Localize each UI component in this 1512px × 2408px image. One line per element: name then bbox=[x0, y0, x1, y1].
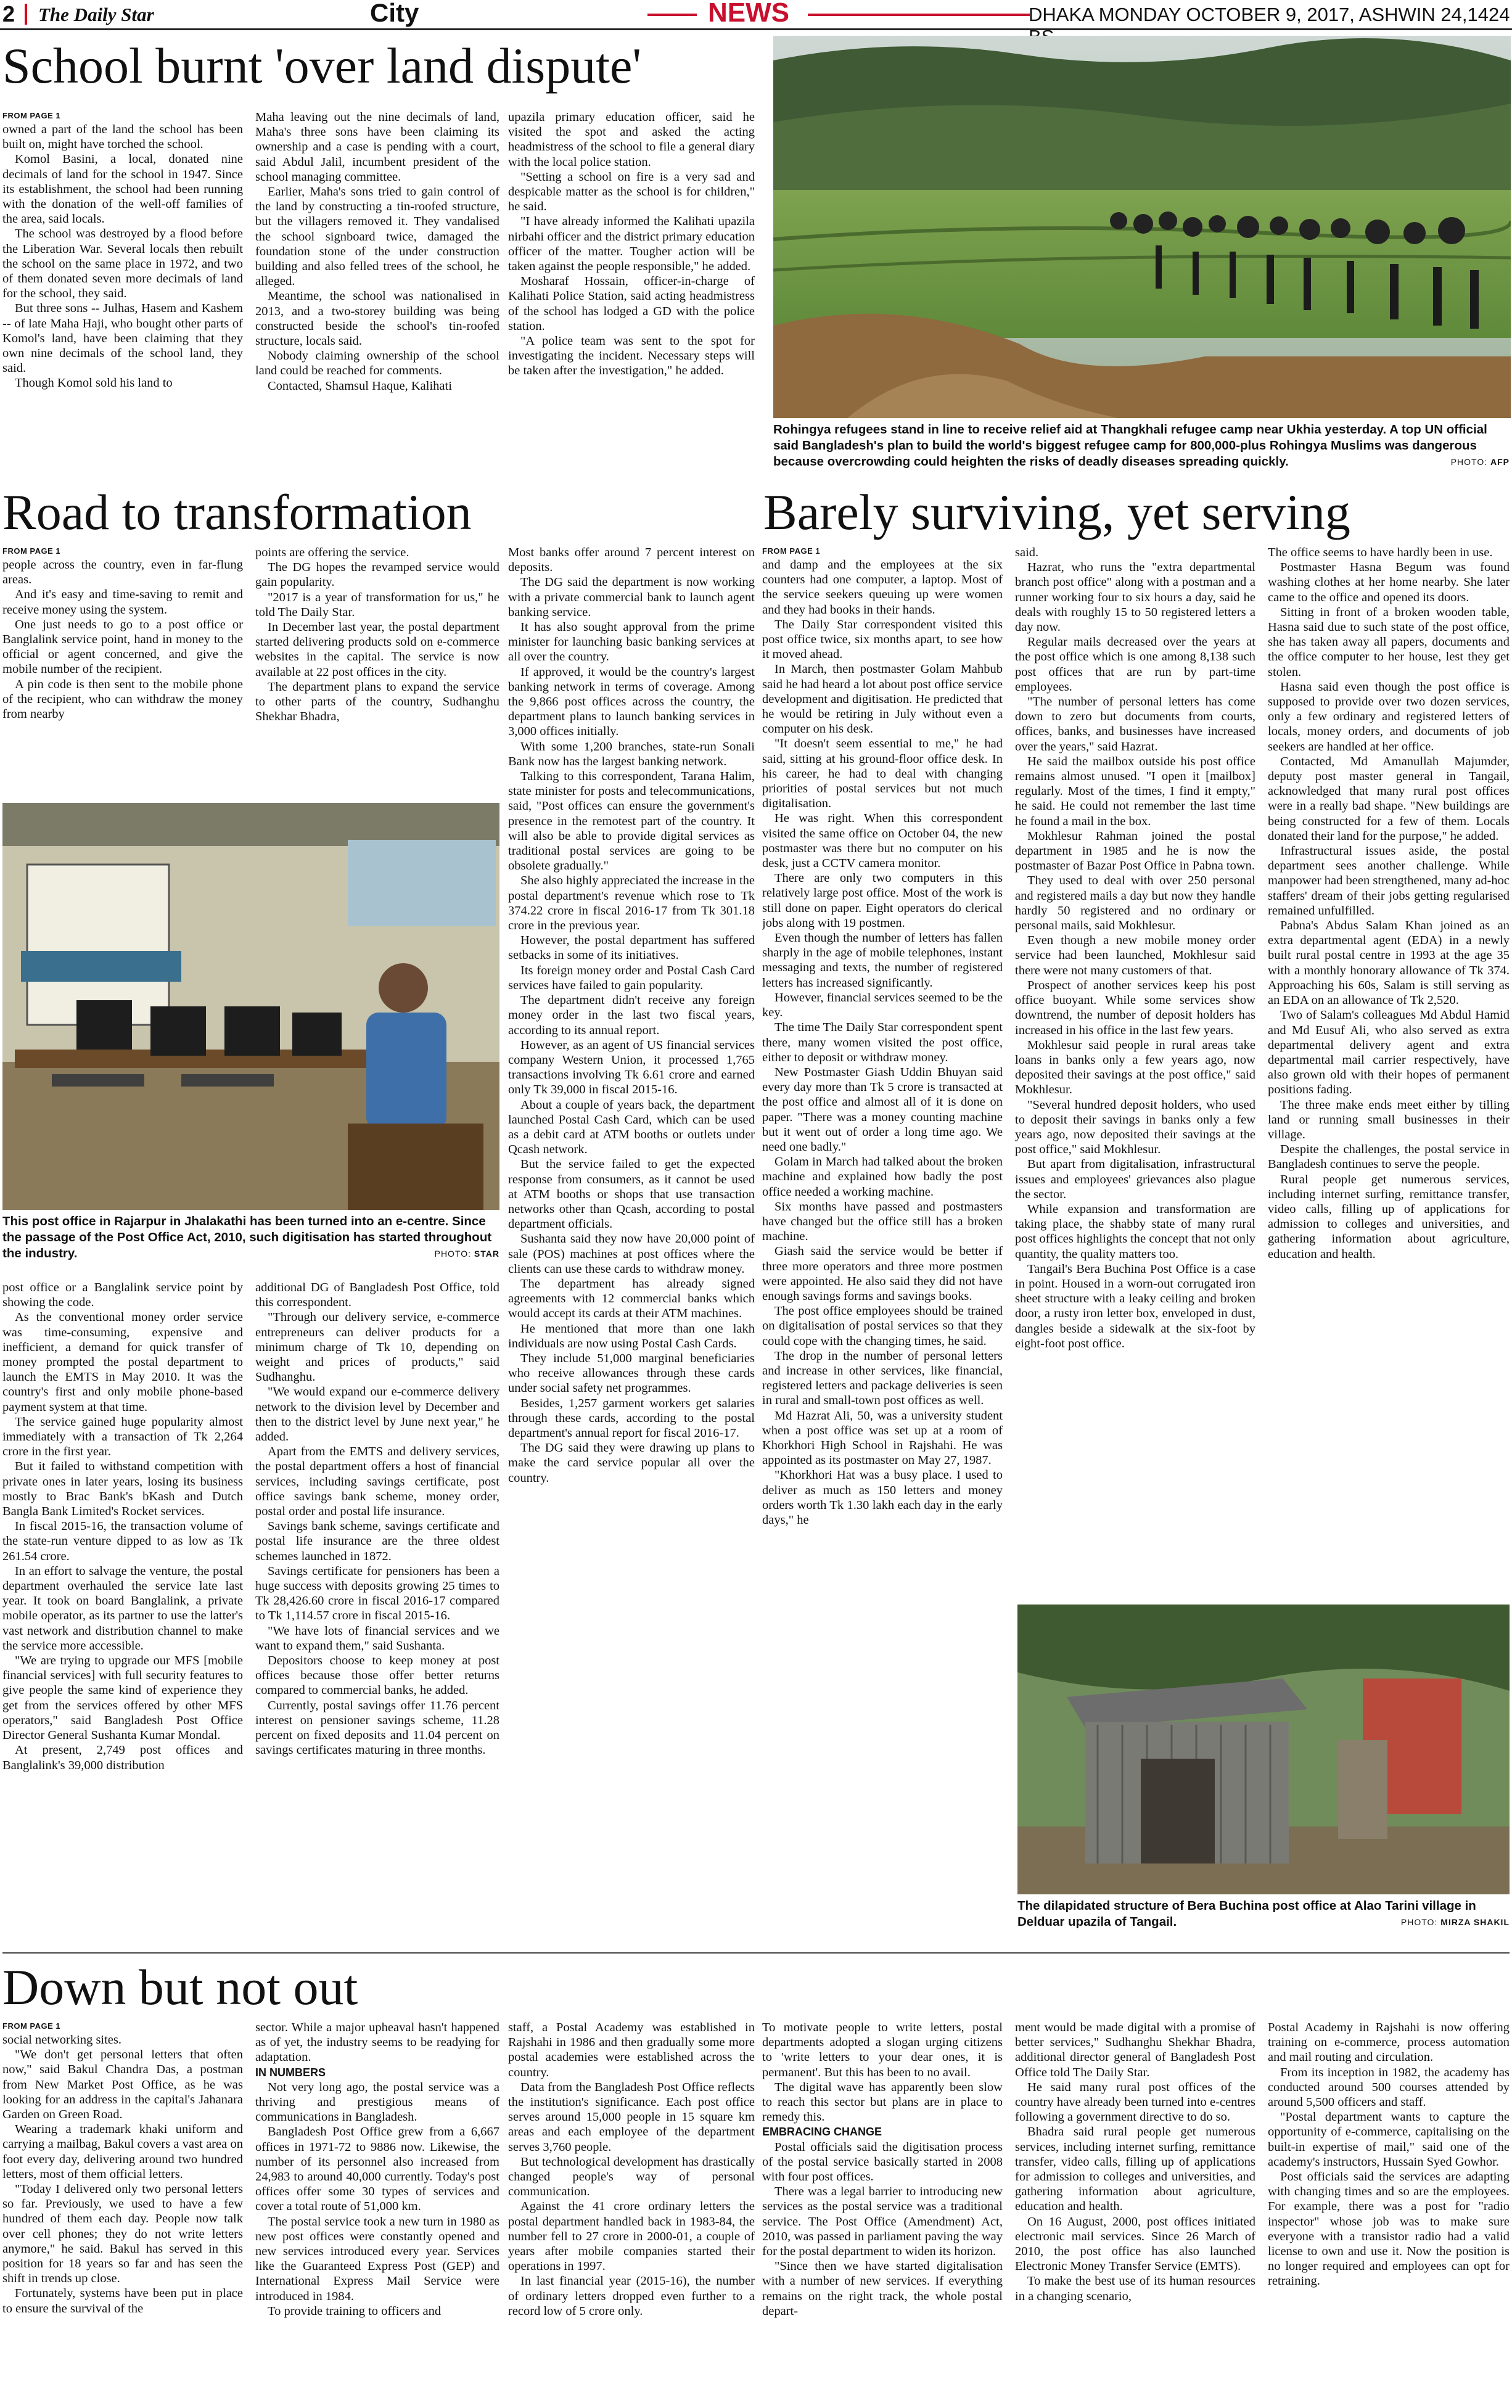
paragraph: "We are trying to upgrade our MFS [mobile financial services] with full security features to give people the same kind of experience they get from the services offered by other MFS operators," said Bangladesh Post Office Director General Sushanta Kumar Mondal. bbox=[2, 1654, 243, 1743]
paragraph: Bangladesh Post Office grew from a 6,667 offices in 1971-72 to 9886 now. Likewise, the number of its personnel also increased from 24,983 to around 40,000 currently. Today's post offices offer some 30 types of services and cover a total route of 51,000 km. bbox=[255, 2125, 499, 2214]
paragraph: said. bbox=[1015, 546, 1039, 559]
paragraph: "Through our delivery service, e-commerce entrepreneurs can deliver products for a minimum charge of Tk 10, depending on weight and prices of products," said Sudhanghu. bbox=[255, 1310, 499, 1384]
paragraph: She also highly appreciated the increase in the postal department's revenue which rose to Tk 374.22 crore in fiscal 2016-17 from Tk 301.18 crore in the previous year. bbox=[508, 874, 755, 933]
news-rule-left bbox=[647, 14, 697, 16]
paragraph: But the service failed to get the expected response from consumers, as it cannot be used at ATM booths or shops that use transaction networks other than Qcash, according to postal department officials. bbox=[508, 1157, 755, 1231]
paragraph: They include 51,000 marginal beneficiaries who receive allowances through these cards under social safety net programmes. bbox=[508, 1351, 755, 1395]
paragraph: points are offering the service. bbox=[255, 546, 409, 559]
paragraph: In December last year, the postal department started delivering products sold on e-commerce websites in the capital. The service is now available at 22 post offices in the city. bbox=[255, 620, 499, 679]
paragraph: social networking sites. bbox=[2, 2033, 122, 2047]
paragraph: But three sons -- Julhas, Hasem and Kashem -- of late Maha Haji, who bought other parts of Komol's land, have been claiming that they own nine decimals of the school land, they said. bbox=[2, 302, 243, 376]
page-number: 2 bbox=[2, 1, 15, 27]
article-school-col3 bbox=[508, 110, 755, 467]
paragraph: Despite the challenges, the postal service in Bangladesh continues to serve the people. bbox=[1268, 1143, 1510, 1172]
paragraph: Besides, 1,257 garment workers get salaries through these cards, according to the postal department's annual report for fiscal 2016-17. bbox=[508, 1396, 755, 1440]
caption-text: Rohingya refugees stand in line to receive relief aid at Thangkhali refugee camp near Ukhia yesterday. A top UN official said Bangladesh's plan to build the world's biggest refugee camp for 800,000-plus Rohingya Muslims was dangerous because overcrowding could heighten the risks of deadly diseases spreading quickly. bbox=[773, 422, 1487, 469]
paragraph: Mokhlesur said people in rural areas take loans in banks only a few years ago, now deposited their savings at the post office," said Mokhlesur. bbox=[1015, 1038, 1255, 1097]
paragraph: There was a legal barrier to introducing new services as the postal service was a traditional service. The Post Office (Amendment) Act, 2010, was passed in parliament paving the way for the postal department to widen its horizon. bbox=[762, 2185, 1003, 2259]
paragraph: Not very long ago, the postal service was a thriving and prestigious means of communications in Bangladesh. bbox=[255, 2080, 499, 2124]
paragraph: Contacted, Shamsul Haque, Kalihati bbox=[268, 379, 452, 393]
paragraph: Golam in March had talked about the broken machine and explained how badly the post office needed a working machine. bbox=[762, 1155, 1003, 1199]
news-rule-right bbox=[808, 14, 1030, 16]
paragraph: Postal officials said the digitisation process of the postal service basically started in 2008 with four post offices. bbox=[762, 2140, 1003, 2184]
photo-post-office-caption bbox=[2, 1214, 499, 1262]
paragraph: Maha leaving out the nine decimals of land, Maha's three sons have been claiming its ownership and a case is pending with a court, said Abdul Jalil, incumbent president of the school managing committee. bbox=[255, 110, 499, 184]
article-school-col2 bbox=[255, 110, 499, 467]
paragraph: A pin code is then sent to the mobile phone of the recipient, who can withdraw the money from nearby bbox=[2, 677, 243, 721]
paragraph: The digital wave has apparently been slow to reach this sector but plans are in place to remedy this. bbox=[762, 2080, 1003, 2124]
paragraph: Savings certificate for pensioners has been a huge success with deposits growing 25 times to Tk 28,426.60 crore in fiscal 2016-17 compared to Tk 1,114.57 crore in fiscal 2015-16. bbox=[255, 1564, 499, 1623]
paragraph: Bhadra said rural people get numerous services, including internet surfing, remittance transfer, video calls, filling up of applications for admission to colleges and universities, and gathering information about agriculture, education and health. bbox=[1015, 2125, 1255, 2214]
paragraph: The Daily Star correspondent visited this post office twice, six months apart, to see how it moved ahead. bbox=[762, 617, 1003, 662]
paragraph: The department has already signed agreements with 12 commercial banks which would accept its cards at their ATM machines. bbox=[508, 1276, 755, 1321]
paragraph: In March, then postmaster Golam Mahbub said he had heard a lot about post office service development and digitisation. He predicted that he would be retiring in July without even a computer on his desk. bbox=[762, 662, 1003, 736]
paragraph: While expansion and transformation are taking place, the shabby state of many rural post offices highlights the concept that not only quantity, the quality matters too. bbox=[1015, 1202, 1255, 1261]
paragraph: However, financial services seemed to be the key. bbox=[762, 990, 1003, 1020]
paragraph: "A police team was sent to the spot for investigating the incident. Necessary steps will be taken after the investigation," he added. bbox=[508, 334, 755, 378]
paragraph: As the conventional money order service was time-consuming, expensive and inefficient, a demand for quick transfer of money prompted the postal department to launch the EMTS in May 2010. It was the country's first and only mobile phone-based payment system at that time. bbox=[2, 1310, 243, 1414]
paragraph: To provide training to officers and bbox=[268, 2304, 442, 2318]
paragraph: There are only two computers in this relatively large post office. Most of the work is still done on paper. Eight operators do clerical jobs along with 19 postmen. bbox=[762, 871, 1003, 930]
photo-post-office-ecentre bbox=[2, 803, 499, 1210]
headline-down-not-out: Down but not out bbox=[2, 1959, 358, 2015]
paragraph: The drop in the number of personal letters and increase in other services, like financial, registered letters and package deliveries is seen in rural and small-town post offices as well. bbox=[762, 1349, 1003, 1408]
from-page-label: FROM PAGE 1 bbox=[2, 111, 61, 120]
paragraph: "2017 is a year of transformation for us," he told The Daily Star. bbox=[255, 590, 499, 619]
paragraph: But it failed to withstand competition with private ones in later years, losing its business mostly to Brac Bank's bKash and Dutch Bangla Bank Limited's Rocket services. bbox=[2, 1460, 243, 1519]
paragraph: "I have already informed the Kalihati upazila nirbahi officer and the district primary education officer of the matter. Tougher action will be taken against the people responsible," he added. bbox=[508, 215, 755, 274]
paragraph: However, as an agent of US financial services company Western Union, it processed 1,765 transactions involving Tk 6.61 crore and earned only Tk 39,000 in fiscal 2015-16. bbox=[508, 1038, 755, 1097]
paragraph: "Several hundred deposit holders, who used to deposit their savings in banks only a few years ago, now deposited their savings at the post office," said Mokhlesur. bbox=[1015, 1098, 1255, 1157]
article-barely-col2 bbox=[1015, 545, 1255, 1593]
paragraph: Mosharaf Hossain, officer-in-charge of Kalihati Police Station, said acting headmistress of the school has lodged a GD with the police station. bbox=[508, 274, 755, 333]
paragraph: Fortunately, systems have been put in place to ensure the survival of the bbox=[2, 2287, 243, 2316]
paragraph: and damp and the employees at the six counters had one computer, a laptop. Most of the service seekers queuing up were women and they had books in their hands. bbox=[762, 558, 1003, 617]
headline-road-transformation: Road to transformation bbox=[2, 484, 472, 540]
paragraph: ment would be made digital with a promise of better services," Sudhanghu Shekhar Bhadra, additional director general of Bangladesh Post Office told The Daily Star. bbox=[1015, 2021, 1255, 2079]
paragraph: In an effort to salvage the venture, the postal department overhauled the service late last year. It took on board Banglalink, a private mobile operator, as its partner to use the latter's vast network and distribution channel to make the service more accessible. bbox=[2, 1564, 243, 1653]
paragraph: Two of Salam's colleagues Md Abdul Hamid and Md Eusuf Ali, who also served as extra departmental delivery agent and extra departmental mail carrier respectively, have also grown old with their hopes of permanent positions fading. bbox=[1268, 1008, 1510, 1097]
paragraph: Even though a new mobile money order service had been launched, Mokhlesur said there were not many customers of that. bbox=[1015, 934, 1255, 977]
paragraph: Currently, postal savings offer 11.76 percent interest on pensioner savings scheme, 11.28 percent on fixed deposits and 11.04 percent on savings certificates maturing in three months. bbox=[255, 1698, 499, 1757]
paragraph: Though Komol sold his land to bbox=[15, 376, 173, 390]
paragraph: But apart from digitalisation, infrastructural issues and employees' grievances also plague the sector. bbox=[1015, 1157, 1255, 1201]
paragraph: On 16 August, 2000, post offices initiated electronic mail services. Since 26 March of 2010, the post office has also launched Electronic Money Transfer Service (EMTS). bbox=[1015, 2214, 1255, 2274]
paragraph: owned a part of the land the school has been built on, might have torched the school. bbox=[2, 123, 243, 152]
paragraph: Postmaster Hasna Begum was found washing clothes at her home nearby. She later came to the office and opened its doors. bbox=[1268, 561, 1510, 604]
photo-rohingya-caption bbox=[773, 422, 1510, 470]
photo-bera-buchina-caption bbox=[1017, 1898, 1510, 1930]
paragraph: They used to deal with over 250 personal and registered mails a day but now they handle hardly 50 registered and no ordinary or personal mails, said Mokhlesur. bbox=[1015, 874, 1255, 933]
paragraph: The department didn't receive any foreign money order in the last two fiscal years, according to its annual report. bbox=[508, 993, 755, 1037]
paragraph: In fiscal 2015-16, the transaction volume of the state-run venture dipped to as low as Tk 261.54 crore. bbox=[2, 1519, 243, 1563]
paragraph: But technological development has drastically changed people's way of personal communication. bbox=[508, 2155, 755, 2199]
paragraph: Giash said the service would be better if three more operators and three more postmen were appointed. He also said they did not have enough savings forms and savings books. bbox=[762, 1244, 1003, 1303]
paragraph: "It doesn't seem essential to me," he had said, sitting at his ground-floor office desk. In his career, he had to deal with changing priorities of postal services but not much digitalisation. bbox=[762, 737, 1003, 811]
paragraph: If approved, it would be the country's largest banking network in terms of coverage. Among the 9,866 post offices across the country, the department plans to launch banking services in 3,000 offices initially. bbox=[508, 665, 755, 739]
paragraph: He said many rural post offices of the country have already been turned into e-centres following a government directive to do so. bbox=[1015, 2080, 1255, 2124]
photo-credit: PHOTO: MIRZA SHAKIL bbox=[1400, 1917, 1510, 1927]
paragraph: "We have lots of financial services and we want to expand them," said Sushanta. bbox=[255, 1624, 499, 1653]
article-down-col6 bbox=[1268, 2020, 1510, 2406]
article-road-col2 bbox=[255, 545, 499, 788]
paragraph: The office seems to have hardly been in use. bbox=[1268, 546, 1493, 559]
paragraph: Earlier, Maha's sons tried to gain control of the land by constructing a tin-roofed structure, but the villagers removed it. They vandalised the school signboard twice, damaged the foundation stone of the under construction building and also felled trees of the school, he alleged. bbox=[255, 185, 499, 289]
paragraph: However, the postal department has suffered setbacks in some of its initiatives. bbox=[508, 934, 755, 963]
article-road-col1b bbox=[2, 1280, 243, 1936]
paragraph: Apart from the EMTS and delivery services, the postal department offers a host of financial services, including savings certificate, post office savings bank scheme, money order, postal order and postal life insurance. bbox=[255, 1445, 499, 1519]
section-name: City bbox=[370, 0, 419, 27]
paragraph: staff, a Postal Academy was established in Rajshahi in 1986 and then gradually some more postal academies were established across the country. bbox=[508, 2021, 755, 2079]
section-rule bbox=[2, 1952, 1510, 1954]
article-barely-col3 bbox=[1268, 545, 1510, 1593]
article-road-col1 bbox=[2, 545, 243, 788]
article-down-col5 bbox=[1015, 2020, 1255, 2406]
photo-credit: PHOTO: AFP bbox=[1450, 457, 1510, 467]
paragraph: To motivate people to write letters, postal departments adopted a slogan urging citizens to 'write letters to your dear ones, it is permanent'. But this has been to no avail. bbox=[762, 2021, 1003, 2079]
paragraph: The DG said the department is now working with a private commercial bank to launch agent banking service. bbox=[508, 575, 755, 619]
paragraph: Infrastructural issues aside, the postal department sees another challenge. While manpower had been strengthened, many ad-hoc staffers' dream of their jobs getting regularised remained unfulfilled. bbox=[1268, 844, 1510, 918]
paragraph: The DG hopes the revamped service would gain popularity. bbox=[255, 561, 499, 590]
news-label: NEWS bbox=[708, 0, 789, 28]
paragraph: To make the best use of its human resources in a changing scenario, bbox=[1015, 2274, 1255, 2303]
paragraph: Data from the Bangladesh Post Office reflects the institution's significance. Each post office serves around 15,000 people in 15 square km areas and each employee of the department serves 3,760 people. bbox=[508, 2080, 755, 2154]
paragraph: Hasna said even though the post office is supposed to provide over two dozen services, only a few ordinary and registered letters of locals, money orders, and documents of job seekers are handled at her office. bbox=[1268, 680, 1510, 754]
caption-text: The dilapidated structure of Bera Buchina post office at Alao Tarini village in Delduar upazila of Tangail. bbox=[1017, 1899, 1476, 1929]
paragraph: "Today I delivered only two personal letters so far. Previously, we used to have a few hundred of them each day. People now talk over cell phones; they do not write letters anymore," he said. Bakul has served in this position for 18 years so far and has seen the shift in trends up close. bbox=[2, 2182, 243, 2286]
paragraph: Postal Academy in Rajshahi is now offering training on e-commerce, process automation and mail routing and circulation. bbox=[1268, 2021, 1510, 2065]
page-number-bar bbox=[25, 4, 27, 25]
paragraph: Six months have passed and postmasters have changed but the office still has a broken machine. bbox=[762, 1199, 1003, 1244]
paragraph: It has also sought approval from the prime minister for launching basic banking services at all over the country. bbox=[508, 620, 755, 664]
paragraph: The DG said they were drawing up plans to make the card service popular all over the country. bbox=[508, 1441, 755, 1485]
paragraph: Rural people get numerous services, including internet surfing, remittance transfer, video calls, filling up of applications for admission to colleges and universities, and gathering information about agriculture, education and health. bbox=[1268, 1172, 1510, 1261]
paragraph: "The number of personal letters has come down to zero but documents from courts, offices, banks, and businesses have increased over the years," said Hazrat. bbox=[1015, 695, 1255, 754]
paragraph: "We would expand our e-commerce delivery network to the division level by December and then to the district level by June next year," he added. bbox=[255, 1385, 499, 1444]
paragraph: "We don't get personal letters that often now," said Bakul Chandra Das, a postman from New Market Post Office, as he was looking for an address in the capital's Jahanara Garden on Green Road. bbox=[2, 2048, 243, 2122]
paragraph: The school was destroyed by a flood before the Liberation War. Several locals then rebuilt the school on the same place in 1972, and two of them donated seven more decimals of land for the school, they said. bbox=[2, 227, 243, 301]
paragraph: Wearing a trademark khaki uniform and carrying a mailbag, Bakul covers a vast area on foot every day, delivering around two hundred letters, most of them official letters. bbox=[2, 2122, 243, 2181]
subheading: IN NUMBERS bbox=[255, 2066, 326, 2079]
article-down-col2 bbox=[255, 2020, 499, 2406]
article-down-col4 bbox=[762, 2020, 1003, 2406]
subheading: EMBRACING CHANGE bbox=[762, 2126, 882, 2139]
paragraph: He said the mailbox outside his post office remains almost unused. "I open it [mailbox] regularly. Most of the times, I find it empty," he said. He could not remember the last time he found a mail in the box. bbox=[1015, 754, 1255, 828]
paragraph: post office or a Banglalink service point by showing the code. bbox=[2, 1281, 243, 1310]
paragraph: New Postmaster Giash Uddin Bhuyan said every day more than Tk 5 crore is transacted at the post office and almost all of it is done on paper. "There was a money counting machine but it went out of order a long time ago. We need one badly." bbox=[762, 1065, 1003, 1154]
caption-text: This post office in Rajarpur in Jhalakathi has been turned into an e-centre. Since the passage of the Post Office Act, 2010, such digitisation has started throughout the industry. bbox=[2, 1214, 492, 1260]
paragraph: Hazrat, who runs the "extra departmental branch post office" along with a postman and a runner working four to six hours a day, said he deals with roughly 15 to 50 registered letters a day now. bbox=[1015, 561, 1255, 635]
paragraph: He was right. When this correspondent visited the same office on October 04, the new postmaster was there but no computer on his desk, just a CCTV camera monitor. bbox=[762, 812, 1003, 871]
paragraph: At present, 2,749 post offices and Banglalink's 39,000 distribution bbox=[2, 1743, 243, 1772]
paragraph: From its inception in 1982, the academy has conducted around 500 courses attended by around 5,500 officers and staff. bbox=[1268, 2065, 1510, 2110]
paragraph: "Postal department wants to capture the opportunity of e-commerce, capitalising on the built-in expertise of mail," said one of the academy's instructors, Hussain Syed Gowhor. bbox=[1268, 2110, 1510, 2169]
paragraph: The three make ends meet either by tilling land or running small businesses in their village. bbox=[1268, 1098, 1510, 1141]
paragraph: "Since then we have started digitalisation with a number of new services. If everything remains on the right track, the whole postal depart- bbox=[762, 2259, 1003, 2318]
paragraph: Regular mails decreased over the years at the post office which is one among 8,138 such post offices that are run by part-time employees. bbox=[1015, 635, 1255, 694]
paragraph: Komol Basini, a local, donated nine decimals of land for the school in 1947. Since its establishment, the school had been running with the donation of the well-off families of the area, said locals. bbox=[2, 152, 243, 226]
article-down-col3 bbox=[508, 2020, 755, 2406]
paragraph: One just needs to go to a post office or Banglalink service point, hand in money to the official or agent concerned, and give the mobile number of the recipient. bbox=[2, 617, 243, 676]
paragraph: Savings bank scheme, savings certificate and postal life insurance are the three oldest schemes launched in 1872. bbox=[255, 1519, 499, 1563]
paragraph: Tangail's Bera Buchina Post Office is a case in point. Housed in a worn-out corrugated iron sheet structure with a leaky ceiling and broken door, a rusty iron letter box, enveloped in dust, dangles beside a sidewalk at the six-foot by eight-foot post office. bbox=[1015, 1262, 1255, 1350]
from-page-label: FROM PAGE 1 bbox=[2, 2021, 61, 2031]
from-page-label: FROM PAGE 1 bbox=[2, 546, 61, 556]
paragraph: Mokhlesur Rahman joined the postal department in 1985 and he is now the postmaster of Bazar Post Office in Pabna town. bbox=[1015, 829, 1255, 873]
paragraph: About a couple of years back, the department launched Postal Cash Card, which can be used as a debit card at ATM booths or outlets under Qcash network. bbox=[508, 1098, 755, 1157]
paragraph: The time The Daily Star correspondent spent there, many women visited the post office, either to deposit or withdraw money. bbox=[762, 1021, 1003, 1064]
paragraph: "Khorkhori Hat was a busy place. I used to deliver as much as 150 letters and money orders worth Tk 1.30 lakh each day in the early days," he bbox=[762, 1468, 1003, 1527]
from-page-label: FROM PAGE 1 bbox=[762, 546, 821, 556]
paragraph: Its foreign money order and Postal Cash Card services have failed to gain popularity. bbox=[508, 963, 755, 992]
paragraph: Depositors choose to keep money at post offices because those offer better returns compared to commercial banks, he added. bbox=[255, 1654, 499, 1698]
photo-credit: PHOTO: STAR bbox=[434, 1249, 499, 1259]
paragraph: He mentioned that more than one lakh individuals are now using Postal Cash Cards. bbox=[508, 1321, 755, 1350]
paragraph: Pabna's Abdus Salam Khan joined as an extra departmental agent (EDA) in a newly built rural postal centre in 1993 at the age 35 with a monthly honorary allowance of Tk 374. Approaching his 60s, Salam is still serving as an EDA on an allowance of Tk 2,520. bbox=[1268, 919, 1510, 1008]
paragraph: Even though the number of letters has fallen sharply in the age of mobile telephones, instant messaging and texts, the number of registered letters has increased significantly. bbox=[762, 931, 1003, 990]
article-barely-col1 bbox=[762, 545, 1003, 1936]
article-school-col1 bbox=[2, 110, 243, 467]
article-road-col2b bbox=[255, 1280, 499, 1936]
paragraph: Most banks offer around 7 percent interest on deposits. bbox=[508, 546, 755, 575]
paragraph: Meantime, the school was nationalised in 2013, and a two-storey building was being constructed beside the school's tin-roofed structure, locals said. bbox=[255, 289, 499, 348]
paragraph: The department plans to expand the service to other parts of the country, Sudhanghu Shekhar Bhadra, bbox=[255, 680, 499, 724]
headline-school-burnt: School burnt 'over land dispute' bbox=[2, 38, 642, 94]
paragraph: "Setting a school on fire is a very sad and despicable matter as the school is for children," he said. bbox=[508, 170, 755, 214]
article-road-col3 bbox=[508, 545, 755, 1936]
paragraph: Nobody claiming ownership of the school land could be reached for comments. bbox=[255, 349, 499, 378]
paragraph: In last financial year (2015-16), the number of ordinary letters dropped even further to a record low of 5 crore only. bbox=[508, 2274, 755, 2318]
photo-bera-buchina bbox=[1017, 1605, 1510, 1894]
photo-rohingya-camp bbox=[773, 36, 1511, 418]
paragraph: people across the country, even in far-flung areas. bbox=[2, 558, 243, 587]
headline-barely-surviving: Barely surviving, yet serving bbox=[763, 484, 1350, 540]
paragraph: Contacted, Md Amanullah Majumder, deputy post master general in Tangail, acknowledged that many rural post offices were in a really bad shape. "New buildings are being constructed for a few of them. Locals donated their land for the purpose," he added. bbox=[1268, 754, 1510, 843]
paragraph: The post office employees should be trained on digitalisation of postal services so that they could cope with the changing times, he said. bbox=[762, 1304, 1003, 1348]
paragraph: The service gained huge popularity almost immediately with a transaction of Tk 2,264 crore in the first year. bbox=[2, 1415, 243, 1459]
article-down-col1 bbox=[2, 2020, 243, 2406]
paragraph: Post officials said the services are adapting with changing times and so are the employees. For example, there was a post for "radio inspector" whose job was to make sure everyone with a transistor radio had a valid license to own and use it. Now the position is no longer required and employees can opt for retraining. bbox=[1268, 2170, 1510, 2288]
paragraph: Prospect of another services keep his post office buoyant. While some services show downtrend, the number of deposit holders has increased in his office in the last few years. bbox=[1015, 978, 1255, 1037]
newspaper-name: The Daily Star bbox=[38, 4, 154, 25]
paragraph: Sushanta said they now have 20,000 point of sale (POS) machines at post offices where the clients can use these cards to withdraw money. bbox=[508, 1232, 755, 1276]
paragraph: With some 1,200 branches, state-run Sonali Bank now has the largest banking network. bbox=[508, 739, 755, 768]
paragraph: The postal service took a new turn in 1980 as new post offices were constantly opened and new services introduced every year. Services like the Guaranteed Express Post (GEP) and International Express Mail Service were introduced in 1984. bbox=[255, 2214, 499, 2303]
paragraph: Talking to this correspondent, Tarana Halim, state minister for posts and telecommunications, said, "Post offices can ensure the government's presence in the remotest part of the country. It will also be able to provide digital services as traditional postal services are going to be obsolete gradually." bbox=[508, 770, 755, 873]
dateline: DHAKA MONDAY OCTOBER 9, 2017, ASHWIN 24,1424 bbox=[1029, 4, 1510, 25]
paragraph: Md Hazrat Ali, 50, was a university student when a post office was set up at a room of Khorkhori High School in Rajshahi. He was appointed as its postmaster on May 27, 1987. bbox=[762, 1408, 1003, 1468]
paragraph: And it's easy and time-saving to remit and receive money using the system. bbox=[2, 588, 243, 617]
paragraph: upazila primary education officer, said he visited the spot and asked the acting headmistress of the school to file a general diary with the local police station. bbox=[508, 110, 755, 169]
paragraph: Against the 41 crore ordinary letters the postal department handled back in 1983-84, the number fell to 27 crore in 2000-01, a couple of years after mobile companies started their operations in 1997. bbox=[508, 2200, 755, 2274]
paragraph: sector. While a major upheaval hasn't happened as of yet, the industry seems to be readying for adaptation. bbox=[255, 2021, 499, 2065]
paragraph: additional DG of Bangladesh Post Office, told this correspondent. bbox=[255, 1281, 499, 1310]
paragraph: Sitting in front of a broken wooden table, Hasna said due to such state of the post office, she has taken away all papers, documents and the office computer to her house, lest they get stolen. bbox=[1268, 605, 1510, 679]
